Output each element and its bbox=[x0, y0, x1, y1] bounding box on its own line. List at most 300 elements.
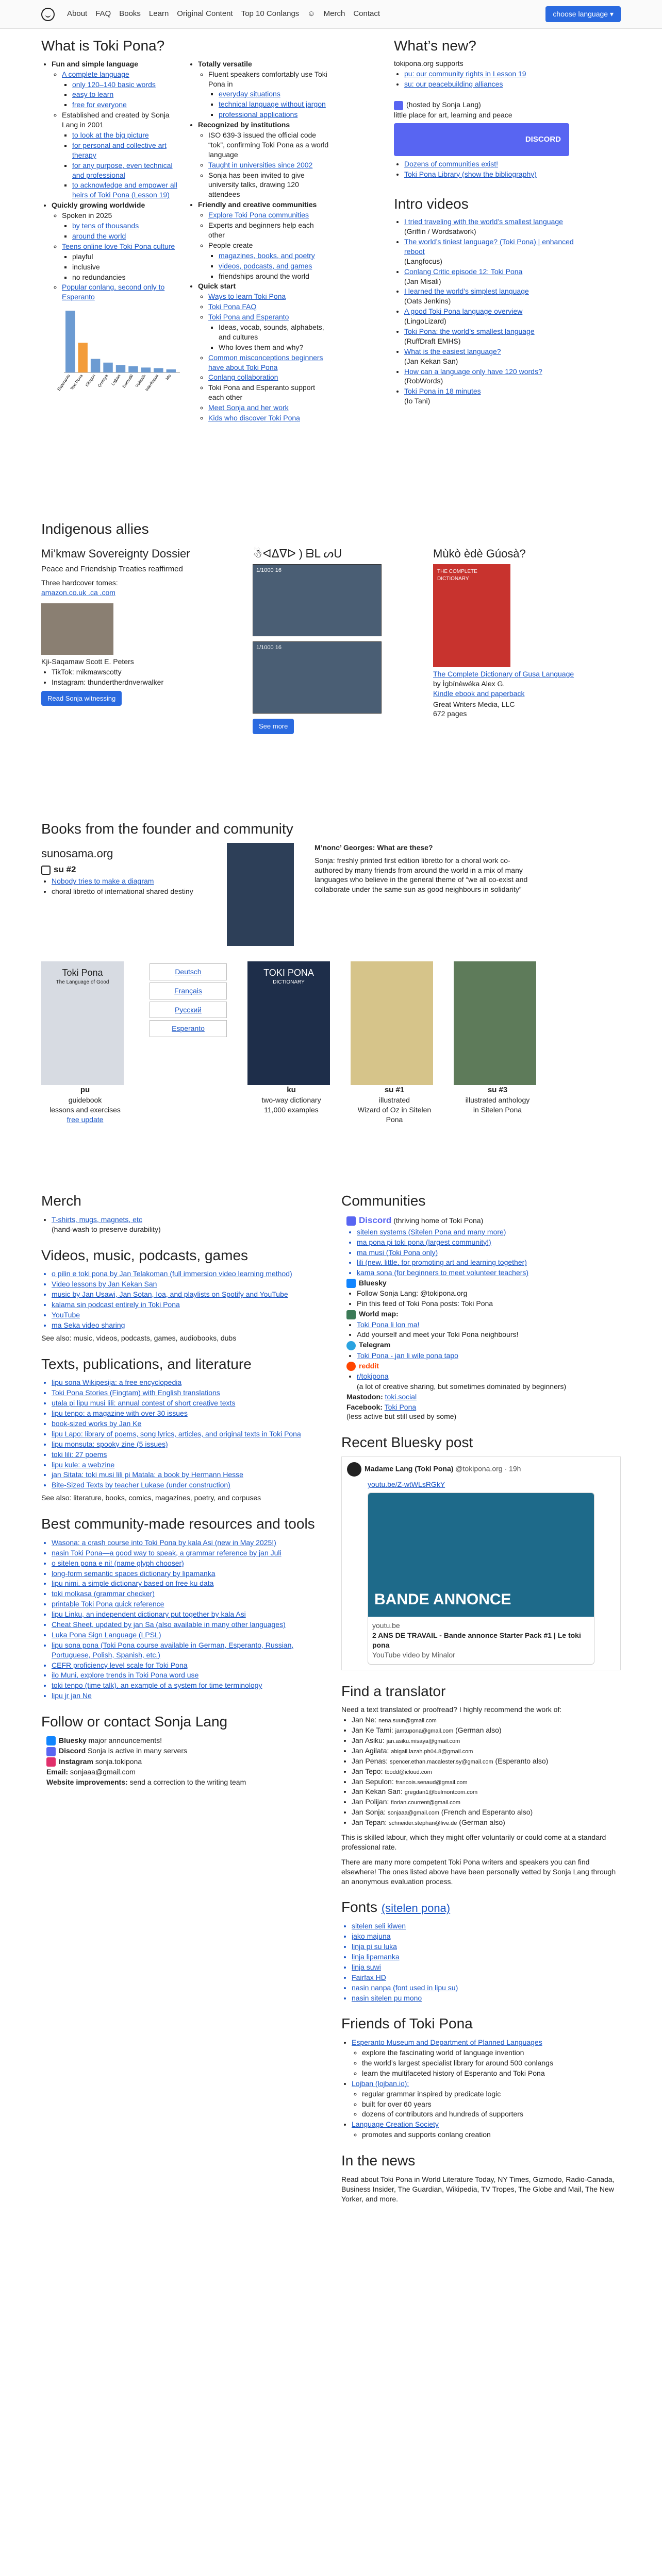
font-item[interactable]: • nasin sitelen pu mono bbox=[352, 1993, 621, 2003]
video-resource-item[interactable]: • YouTube bbox=[52, 1310, 321, 1320]
text-resource-item[interactable]: • lipu kule: a webzine bbox=[52, 1460, 321, 1470]
what-is-title: What is Toki Pona? bbox=[41, 38, 165, 54]
tool-resource-item[interactable]: • printable Toki Pona quick reference bbox=[52, 1599, 321, 1609]
texts-list bbox=[41, 1378, 321, 1490]
mastodon-link[interactable]: toki.social bbox=[385, 1392, 417, 1401]
rec-item: ◦ ISO 639-3 issued the official code “tok”, confirming Toki Pona as a world language bbox=[208, 130, 330, 160]
link-magazines[interactable]: magazines, books, and poetry bbox=[219, 251, 315, 260]
facebook-link[interactable]: Toki Pona bbox=[384, 1402, 417, 1411]
friend-item: ◦ Experts and beginners help each other bbox=[208, 221, 330, 240]
link-any-purpose[interactable]: for any purpose, even technical and professional bbox=[72, 161, 173, 179]
translator-name: Jan Polijan: bbox=[352, 1798, 389, 1806]
post-author: Madame Lang (Toki Pona) bbox=[365, 1464, 454, 1473]
tool-resource-item[interactable]: • CEFR proficiency level scale for Toki Pona bbox=[52, 1660, 321, 1670]
translator-item bbox=[352, 1736, 621, 1745]
fonts-title: Fonts bbox=[341, 1899, 378, 1916]
follow-discord[interactable]: Discord bbox=[59, 1747, 86, 1755]
friend-item: ◦ built for over 60 years bbox=[362, 2099, 621, 2109]
chart-bar bbox=[78, 343, 87, 373]
translation-de-link[interactable]: Deutsch bbox=[175, 967, 202, 976]
discord-banner[interactable] bbox=[394, 123, 569, 156]
bluesky-icon bbox=[46, 1736, 56, 1745]
translator-note: (German also) bbox=[459, 1818, 505, 1827]
translator-item bbox=[352, 1797, 621, 1807]
follow-instagram-text: sonja.tokipona bbox=[95, 1757, 142, 1766]
chart-tick-label: Lojban bbox=[110, 374, 122, 387]
link-faq[interactable]: Toki Pona FAQ bbox=[208, 302, 257, 311]
text-resource-item[interactable]: • toki lili: 27 poems bbox=[52, 1450, 321, 1460]
chart-bar bbox=[103, 363, 112, 372]
translator-email[interactable]: tbodd@icloud.com bbox=[385, 1769, 432, 1775]
whats-new-site: tokipona.org supports bbox=[394, 59, 464, 67]
avatar bbox=[347, 1462, 361, 1477]
facebook-sub: (less active but still used by some) bbox=[346, 1412, 457, 1421]
nav-contact[interactable]: Contact bbox=[353, 9, 380, 19]
translation-ru-link[interactable]: Русский bbox=[175, 1005, 202, 1014]
friend-item: ▪ friendships around the world bbox=[219, 272, 330, 281]
translation-eo-link[interactable]: Esperanto bbox=[172, 1024, 205, 1033]
read-witnessing-button[interactable]: Read Sonja witnessing bbox=[41, 691, 122, 706]
nav-top10[interactable]: Top 10 Conlangs bbox=[241, 9, 300, 19]
translation-francais[interactable] bbox=[150, 982, 227, 999]
link-community-rights[interactable]: pu: our community rights in Lesson 19 bbox=[404, 69, 526, 78]
pu-cover-sub: The Language of Good bbox=[56, 979, 109, 986]
communities-telegram[interactable]: Telegram bbox=[359, 1341, 391, 1349]
texts-see-also[interactable]: See also: literature, books, comics, magazines, poetry, and corpuses bbox=[41, 1494, 261, 1502]
intro-video-link[interactable]: How can a language only have 120 words? bbox=[404, 367, 542, 376]
translator-email[interactable]: florian.courrent@gmail.com bbox=[391, 1800, 460, 1806]
intro-video-link[interactable]: Conlang Critic episode 12: Toki Pona bbox=[404, 267, 523, 276]
mnonc-text: Sonja: freshly printed first edition libretto for a choral work co-authored by many friends from around the world in a mix of many languages who believe in the general theme of “we all co-exist and collaborate under the same sun as good neighbours in solidarity” bbox=[315, 856, 528, 894]
tool-resource-item[interactable]: • toki tenpo (time talk), an example of a system for time terminology bbox=[52, 1681, 321, 1690]
link-peacebuilding[interactable]: su: our peacebuilding alliances bbox=[404, 79, 503, 88]
cover-caption: illustrated bbox=[379, 1096, 410, 1105]
instagram-icon bbox=[46, 1757, 56, 1767]
pu-cover-title: Toki Pona bbox=[62, 967, 103, 978]
chart-bar bbox=[154, 368, 163, 372]
mastodon-label: Mastodon: bbox=[346, 1392, 383, 1401]
cover-label: su #3 bbox=[487, 1085, 508, 1094]
text-resource-item[interactable]: • Toki Pona Stories (Fingtam) with English translations bbox=[52, 1388, 321, 1398]
tool-resource-item[interactable]: • lipu jr jan Ne bbox=[52, 1691, 321, 1701]
friend-item: ◦ learn the multifaceted history of Esperanto and Toki Pona bbox=[362, 2069, 621, 2078]
translator-name: Jan Sonja: bbox=[352, 1808, 386, 1817]
gusa-pages: 672 pages bbox=[433, 709, 467, 718]
gusa-author: by Ìgbínèwéka Alex G. bbox=[433, 680, 505, 688]
dossier-title: Mi’kmaw Sovereignty Dossier bbox=[41, 547, 190, 560]
text-resource-item[interactable]: • lipu tenpo: a magazine with over 30 issues bbox=[52, 1409, 321, 1418]
tool-resource-item[interactable]: • lipu nimi, a simple dictionary based on free ku data bbox=[52, 1579, 321, 1588]
translator-item bbox=[352, 1787, 621, 1797]
hardcover-text: Three hardcover tomes: bbox=[41, 578, 118, 587]
link-ways-to-learn[interactable]: Ways to learn Toki Pona bbox=[208, 292, 286, 301]
discord-server-item[interactable]: • kama sona (for beginners to meet volunteer teachers) bbox=[357, 1268, 621, 1278]
chart-tick-label: Esperanto bbox=[56, 374, 71, 392]
nav-original-content[interactable]: Original Content bbox=[177, 9, 233, 19]
discord-note: (thriving home of Toki Pona) bbox=[393, 1216, 484, 1225]
cover-label: su #1 bbox=[384, 1085, 405, 1094]
friendly-heading: Friendly and creative communities bbox=[198, 200, 317, 209]
discord-server-item[interactable]: • lili (new, little, for promoting art and learning together) bbox=[357, 1258, 621, 1267]
free-update-link[interactable]: free update bbox=[67, 1115, 104, 1124]
su1-cover[interactable] bbox=[351, 961, 433, 1085]
discord-server-item[interactable]: • ma musi (Toki Pona only) bbox=[357, 1248, 621, 1258]
friend-lcs[interactable]: Language Creation Society bbox=[352, 2120, 439, 2129]
syllabics-title: ☃ᐊᐃᐁᐅ ) ᗷᒪ ᔕᑌ bbox=[253, 547, 342, 560]
su-glyph-icon bbox=[41, 866, 51, 875]
translator-item bbox=[352, 1746, 621, 1756]
chart-bar bbox=[128, 366, 138, 372]
translator-name: Jan Penas: bbox=[352, 1756, 388, 1765]
ku-cover[interactable] bbox=[247, 961, 330, 1085]
link-professional[interactable]: professional applications bbox=[219, 110, 298, 119]
translation-russian[interactable] bbox=[150, 1002, 227, 1019]
link-universities[interactable]: Taught in universities since 2002 bbox=[208, 160, 313, 169]
allies-title: Indigenous allies bbox=[41, 521, 149, 537]
discord-server-item[interactable]: • sitelen systems (Sitelen Pona and many more) bbox=[357, 1227, 621, 1237]
friend-item: ◦ explore the fascinating world of language invention bbox=[362, 2048, 621, 2058]
friends-title: Friends of Toki Pona bbox=[341, 2015, 473, 2032]
tool-resource-item[interactable]: • Cheat Sheet, updated by jan Sa (also available in many other languages) bbox=[52, 1620, 321, 1630]
grow-item: ▪ inclusive bbox=[72, 262, 180, 272]
video-thumb-2[interactable] bbox=[253, 641, 382, 714]
reddit-link[interactable]: r/tokipona bbox=[357, 1371, 389, 1380]
translation-esperanto[interactable] bbox=[150, 1020, 227, 1037]
tool-resource-item[interactable]: • toki molkasa (grammar checker) bbox=[52, 1589, 321, 1599]
post-handle: @tokipona.org · 19h bbox=[455, 1464, 521, 1473]
video-resource-item[interactable]: • kalama sin podcast entirely in Toki Pona bbox=[52, 1300, 321, 1310]
translator-email[interactable]: francois.senaud@gmail.com bbox=[395, 1779, 468, 1786]
tool-resource-item[interactable]: • nasin Toki Pona—a good way to speak, a grammar reference by jan Juli bbox=[52, 1548, 321, 1558]
translator-email[interactable]: spencer.ethan.macalester.sy@gmail.com bbox=[389, 1758, 493, 1765]
follow-bluesky-text: major announcements! bbox=[88, 1736, 162, 1744]
translator-name: Jan Kekan San: bbox=[352, 1787, 403, 1796]
allies-section bbox=[41, 519, 621, 808]
amazon-links[interactable]: amazon.co.uk .ca .com bbox=[41, 588, 115, 597]
link-technical[interactable]: technical language without jargon bbox=[219, 100, 326, 109]
translator-item bbox=[352, 1807, 621, 1817]
text-resource-item[interactable]: • jan Sitata: toki musi lili pi Matala: a book by Hermann Hesse bbox=[52, 1470, 321, 1480]
tool-resource-item[interactable]: • o sitelen pona e ni! (name glyph chooser) bbox=[52, 1558, 321, 1568]
news-title: In the news bbox=[341, 2153, 416, 2169]
link-misconceptions[interactable]: Common misconceptions beginners have about Toki Pona bbox=[208, 353, 323, 371]
translator-email[interactable]: abigail.lazah.ph04.8@gmail.com bbox=[391, 1748, 473, 1755]
fonts-title-link[interactable]: (sitelen pona) bbox=[381, 1902, 451, 1915]
friend-item: ◦ promotes and supports conlang creation bbox=[362, 2130, 621, 2140]
communities-title: Communities bbox=[341, 1193, 426, 1209]
reddit-icon bbox=[346, 1362, 356, 1371]
versatile-heading: Totally versatile bbox=[198, 59, 252, 68]
video-1-overlay: 1/1000 16 bbox=[256, 567, 282, 574]
intro-video-link[interactable]: What is the easiest language? bbox=[404, 347, 501, 355]
intro-video-item bbox=[404, 286, 580, 306]
follow-instagram[interactable]: Instagram bbox=[59, 1757, 93, 1766]
link-collab[interactable]: Conlang collaboration bbox=[208, 373, 278, 382]
versatile-text: Fluent speakers comfortably use Toki Pona in bbox=[208, 70, 327, 88]
grow-item: ▪ playful bbox=[72, 252, 180, 262]
translator-email[interactable]: nena.suun@gmail.com bbox=[378, 1718, 437, 1724]
translator-name: Jan Ne: bbox=[352, 1716, 377, 1724]
link-kids[interactable]: Kids who discover Toki Pona bbox=[208, 413, 300, 422]
intro-video-channel: (Oats Jenkins) bbox=[404, 297, 451, 306]
worldmap-link[interactable]: Toki Pona li lon ma! bbox=[357, 1320, 420, 1329]
gusa-book-cover[interactable]: THE COMPLETE DICTIONARY bbox=[433, 564, 510, 667]
translator-email[interactable]: jan.asiku.misaya@gmail.com bbox=[386, 1738, 460, 1744]
link-complete-language[interactable]: A complete language bbox=[62, 70, 129, 78]
chart-tick-label: Ido bbox=[164, 374, 172, 381]
translator-name: Jan Asiku: bbox=[352, 1736, 385, 1744]
link-videos[interactable]: videos, podcasts, and games bbox=[219, 261, 312, 270]
translator-note: (French and Esperanto also) bbox=[441, 1808, 533, 1817]
worldmap-sub: • Add yourself and meet your Toki Pona neighbours! bbox=[357, 1330, 621, 1340]
su2-desc: • choral libretto of international shared destiny bbox=[52, 887, 206, 896]
link-around-world[interactable]: around the world bbox=[72, 231, 126, 240]
intro-video-link[interactable]: The world’s tiniest language? (Toki Pona) | enhanced reboot bbox=[404, 238, 574, 256]
translator-item bbox=[352, 1818, 621, 1827]
translator-email[interactable]: jamtupona@gmail.com bbox=[395, 1728, 454, 1735]
bluesky-post-title: Recent Bluesky post bbox=[341, 1434, 473, 1451]
tiktok-link[interactable]: TikTok: mikmawscotty bbox=[52, 667, 122, 676]
translator-note: (German also) bbox=[455, 1726, 502, 1735]
intro-video-link[interactable]: I learned the world’s simplest language bbox=[404, 287, 529, 296]
video-2-overlay: 1/1000 16 bbox=[256, 645, 282, 651]
intro-video-link[interactable]: I tried traveling with the world’s smallest language bbox=[404, 217, 563, 226]
tool-resource-item[interactable]: • long-form semantic spaces dictionary by lipamanka bbox=[52, 1569, 321, 1579]
font-item[interactable]: • Fairfax HD bbox=[352, 1973, 621, 1982]
intro-video-link[interactable]: Toki Pona: the world’s smallest language bbox=[404, 327, 535, 336]
chart-tick-label: Interlingua bbox=[144, 374, 159, 392]
videos-title: Videos, music, podcasts, games bbox=[41, 1247, 249, 1263]
font-item[interactable]: • nasin nanpa (font used in lipu su) bbox=[352, 1983, 621, 1993]
bluesky-feed[interactable]: • Pin this feed of Toki Pona posts: Toki Pona bbox=[357, 1299, 621, 1309]
su2-link[interactable]: Nobody tries to make a diagram bbox=[52, 877, 154, 886]
books-title: Books from the founder and community bbox=[41, 821, 293, 837]
tool-resource-item[interactable]: • Luka Pona Sign Language (LPSL) bbox=[52, 1630, 321, 1640]
text-resource-item[interactable]: • utala pi lipu musi lili: annual contest of short creative texts bbox=[52, 1398, 321, 1408]
discord-icon bbox=[46, 1747, 56, 1756]
pu-cover[interactable] bbox=[41, 961, 124, 1085]
email-value[interactable]: sonjaaa@gmail.com bbox=[70, 1767, 136, 1776]
gusa-formats[interactable]: Kindle ebook and paperback bbox=[433, 689, 525, 698]
established-text: Established and created by Sonja Lang in 2001 bbox=[62, 111, 170, 129]
world-map-icon bbox=[346, 1310, 356, 1319]
font-item[interactable]: • jako majuna bbox=[352, 1931, 621, 1941]
link-heirs[interactable]: to acknowledge and empower all heirs of Toki Pona (Lesson 19) bbox=[72, 181, 177, 199]
link-tp-esperanto[interactable]: Toki Pona and Esperanto bbox=[208, 313, 289, 321]
tool-resource-item[interactable]: • lipu Linku, an independent dictionary put together by kala Asi bbox=[52, 1609, 321, 1619]
intro-video-item bbox=[404, 386, 580, 406]
telegram-icon bbox=[346, 1341, 356, 1350]
translator-email[interactable]: sonjaaa@gmail.com bbox=[388, 1810, 439, 1817]
translator-item bbox=[352, 1715, 621, 1725]
chart-tick-label: Quenya bbox=[96, 374, 109, 388]
cover-caption: illustrated anthology bbox=[465, 1096, 530, 1105]
gusa-book-link[interactable]: The Complete Dictionary of Gusa Language bbox=[433, 670, 574, 679]
translator-item bbox=[352, 1756, 621, 1766]
author-name: Kji-Saqamaw Scott E. Peters bbox=[41, 657, 134, 666]
translator-name: Jan Tepan: bbox=[352, 1818, 387, 1827]
link-everyday[interactable]: everyday situations bbox=[219, 90, 280, 98]
link-library[interactable]: Toki Pona Library (show the bibliography) bbox=[404, 170, 537, 178]
translator-email[interactable]: schneider.stephan@live.de bbox=[389, 1820, 457, 1827]
follow-title: Follow or contact Sonja Lang bbox=[41, 1714, 228, 1730]
email-label: Email: bbox=[46, 1767, 69, 1776]
pu-glyph-icon[interactable]: ☺︎ bbox=[307, 9, 316, 19]
choose-language-button[interactable]: choose language ▾ bbox=[545, 6, 621, 22]
video-thumb-1[interactable] bbox=[253, 564, 382, 636]
intro-video-channel: (RobWords) bbox=[404, 377, 443, 385]
instagram-link[interactable]: Instagram: thundertherdnverwalker bbox=[52, 677, 164, 686]
link-easy[interactable]: easy to learn bbox=[72, 90, 114, 99]
link-explore-communities[interactable]: Explore Toki Pona communities bbox=[208, 211, 309, 219]
nav-books[interactable]: Books bbox=[119, 9, 141, 19]
website-label: Website improvements: bbox=[46, 1777, 128, 1786]
translator-note-1: This is skilled labour, which they might offer voluntarily or could come at a standard professional rate. bbox=[341, 1833, 606, 1851]
video-resource-item[interactable]: • music by Jan Usawi, Jan Sotan, Ioa, and playlists on Spotify and YouTube bbox=[52, 1290, 321, 1299]
link-popular-conlang[interactable]: Popular conlang, second only to Esperanto bbox=[62, 283, 165, 301]
chart-bar bbox=[116, 365, 125, 372]
translation-deutsch[interactable] bbox=[150, 963, 227, 980]
server-icon bbox=[394, 101, 403, 110]
intro-video-channel: (Jan Kekan San) bbox=[404, 357, 458, 365]
reddit-sub: (a lot of creative sharing, but sometimes dominated by beginners) bbox=[357, 1382, 567, 1391]
link-basic-words[interactable]: only 120–140 basic words bbox=[72, 80, 156, 89]
facebook-label: Facebook: bbox=[346, 1402, 383, 1411]
grow-item: Spoken in 2025 bbox=[62, 211, 112, 220]
font-item[interactable]: • linja suwi bbox=[352, 1962, 621, 1972]
worldmap-label: World map: bbox=[359, 1310, 399, 1318]
news-text[interactable]: Read about Toki Pona in World Literature Today, NY Times, Gizmodo, Radio-Canada, Business Insider, The Guardian, Wikipedia, TV Tropes, The Globe and Mail, The New Yorker, and more. bbox=[341, 2175, 615, 2203]
intro-video-item bbox=[404, 237, 580, 266]
tools-title: Best community-made resources and tools bbox=[41, 1516, 315, 1532]
grow-heading: Quickly growing worldwide bbox=[52, 201, 145, 210]
link-big-picture[interactable]: to look at the big picture bbox=[72, 131, 149, 140]
link-free[interactable]: free for everyone bbox=[72, 100, 127, 109]
font-item[interactable]: • linja lipamanka bbox=[352, 1952, 621, 1962]
videos-see-also[interactable]: See also: music, videos, podcasts, games, audiobooks, dubs bbox=[41, 1333, 237, 1342]
books-section bbox=[41, 819, 621, 1180]
tool-resource-item[interactable]: • ilo Muni, explore trends in Toki Pona word use bbox=[52, 1670, 321, 1680]
chart-bar bbox=[167, 369, 176, 372]
link-meet-sonja[interactable]: Meet Sonja and her work bbox=[208, 403, 289, 412]
videos-list bbox=[41, 1269, 321, 1330]
chart-tick-label: Toki Pona bbox=[69, 374, 84, 392]
link-tens-of-thousands[interactable]: by tens of thousands bbox=[72, 222, 139, 230]
cover-label: ku bbox=[287, 1085, 296, 1094]
intro-video-item bbox=[404, 217, 580, 236]
smiley-logo-icon[interactable] bbox=[41, 8, 55, 21]
discord-server-item[interactable]: • ma pona pi toki pona (largest community!) bbox=[357, 1238, 621, 1247]
translation-fr-link[interactable]: Français bbox=[174, 986, 202, 995]
link-dozens-communities[interactable]: Dozens of communities exist! bbox=[404, 159, 499, 168]
translator-email[interactable]: gregdan1@belmontcom.com bbox=[404, 1789, 478, 1796]
quick-item: ▪ Who loves them and why? bbox=[219, 343, 330, 352]
su3-cover[interactable] bbox=[454, 961, 536, 1085]
intro-video-list bbox=[394, 217, 580, 406]
embed-source: youtu.be bbox=[372, 1621, 400, 1630]
telegram-link[interactable]: Toki Pona - jan li wile pona tapo bbox=[357, 1351, 458, 1360]
merch-link[interactable]: T-shirts, mugs, magnets, etc bbox=[52, 1215, 142, 1224]
intro-video-item bbox=[404, 267, 580, 286]
font-item[interactable]: • linja pi su luka bbox=[352, 1942, 621, 1952]
author-photo bbox=[41, 603, 113, 655]
discord-sub: little place for art, learning and peace bbox=[394, 110, 512, 119]
nav-merch[interactable]: Merch bbox=[323, 9, 345, 19]
what-is-section bbox=[41, 29, 330, 508]
cover-sub: in Sitelen Pona bbox=[473, 1105, 522, 1114]
cover-sub: lessons and exercises bbox=[49, 1105, 121, 1114]
tool-resource-item[interactable]: • Wasona: a crash course into Toki Pona by kala Asi (new in May 2025!) bbox=[52, 1538, 321, 1548]
link-art-therapy[interactable]: for personal and collective art therapy bbox=[72, 141, 167, 159]
whats-new-section bbox=[394, 29, 580, 508]
website-text[interactable]: send a correction to the writing team bbox=[129, 1777, 246, 1786]
quick-start-heading: Quick start bbox=[198, 282, 236, 291]
book-photo bbox=[227, 843, 294, 946]
translator-note: (Esperanto also) bbox=[495, 1756, 549, 1765]
chart-tick-label: Klingon bbox=[85, 374, 96, 388]
follow-bluesky[interactable]: Bluesky bbox=[59, 1736, 87, 1744]
intro-video-item bbox=[404, 327, 580, 346]
video-resource-item[interactable]: • ma Seka video sharing bbox=[52, 1320, 321, 1330]
bluesky-follow[interactable]: • Follow Sonja Lang: @tokipona.org bbox=[357, 1289, 621, 1298]
text-resource-item[interactable]: • book-sized works by Jan Ke bbox=[52, 1419, 321, 1429]
text-resource-item[interactable]: • lipu sona Wikipesija: a free encyclopedia bbox=[52, 1378, 321, 1387]
intro-video-channel: (RuffDraft EMHS) bbox=[404, 336, 461, 345]
peace-text: Peace and Friendship Treaties reaffirmed bbox=[41, 565, 183, 574]
intro-video-link[interactable]: A good Toki Pona language overview bbox=[404, 307, 523, 316]
fonts-list bbox=[341, 1921, 621, 2003]
quick-item: ▪ Ideas, vocab, sounds, alphabets, and cultures bbox=[219, 323, 330, 342]
video-resource-item[interactable]: • o pilin e toki pona by Jan Telakoman (full immersion video learning method) bbox=[52, 1269, 321, 1279]
link-teens[interactable]: Teens online love Toki Pona culture bbox=[62, 242, 175, 250]
nav-faq[interactable]: FAQ bbox=[95, 9, 111, 19]
intro-video-channel: (Io Tani) bbox=[404, 397, 431, 405]
embed-banner-text: BANDE ANNONCE bbox=[374, 1591, 511, 1608]
discord-caption: (hosted by Sonja Lang) bbox=[406, 100, 481, 109]
text-resource-item[interactable]: • lipu Lapo: library of poems, song lyrics, articles, and original texts in Toki Pona bbox=[52, 1429, 321, 1439]
friend-item: ◦ the world’s largest specialist library for around 500 conlangs bbox=[362, 2058, 621, 2068]
communities-bluesky[interactable]: Bluesky bbox=[359, 1279, 387, 1287]
communities-reddit[interactable]: reddit bbox=[359, 1361, 379, 1370]
translator-item bbox=[352, 1725, 621, 1735]
embed-thumbnail bbox=[368, 1493, 594, 1617]
see-more-button[interactable]: See more bbox=[253, 719, 294, 734]
nav-about[interactable]: About bbox=[67, 9, 88, 19]
merch-title: Merch bbox=[41, 1193, 81, 1209]
friend-esperanto-museum[interactable]: Esperanto Museum and Department of Planned Languages bbox=[352, 2038, 542, 2047]
chart-bar bbox=[91, 359, 100, 372]
merch-sub: (hand-wash to preserve durability) bbox=[52, 1225, 161, 1233]
embed-card[interactable] bbox=[368, 1493, 594, 1665]
intro-video-link[interactable]: Toki Pona in 18 minutes bbox=[404, 387, 481, 396]
whats-new-title: What’s new? bbox=[394, 38, 476, 54]
translator-intro: Need a text translated or proofread? I highly recommend the work of: bbox=[341, 1705, 562, 1714]
font-item[interactable]: • sitelen seli kiwen bbox=[352, 1921, 621, 1931]
bluesky-post-card[interactable] bbox=[341, 1456, 621, 1670]
cover-caption: two-way dictionary bbox=[261, 1096, 321, 1105]
video-resource-item[interactable]: • Video lessons by Jan Kekan San bbox=[52, 1279, 321, 1289]
text-resource-item[interactable]: • lipu monsuta: spooky zine (5 issues) bbox=[52, 1439, 321, 1449]
nav-learn[interactable]: Learn bbox=[148, 9, 169, 19]
intro-video-channel: (LingoLizard) bbox=[404, 317, 446, 326]
tool-resource-item[interactable]: • lipu sona pona (Toki Pona course available in German, Esperanto, Russian, Portuguese, Polish, Spanish, etc.) bbox=[52, 1640, 321, 1660]
intro-video-channel: (Jan Misali) bbox=[404, 277, 441, 285]
text-resource-item[interactable]: • Bite-Sized Texts by teacher Lukase (under construction) bbox=[52, 1480, 321, 1490]
post-link[interactable]: youtu.be/Z-wtWLsRGkY bbox=[368, 1480, 445, 1489]
friend-item: ◦ regular grammar inspired by predicate logic bbox=[362, 2089, 621, 2099]
friend-lojban[interactable]: Lojban (lojban.io): bbox=[352, 2079, 409, 2088]
communities-discord[interactable]: Discord bbox=[359, 1215, 392, 1225]
